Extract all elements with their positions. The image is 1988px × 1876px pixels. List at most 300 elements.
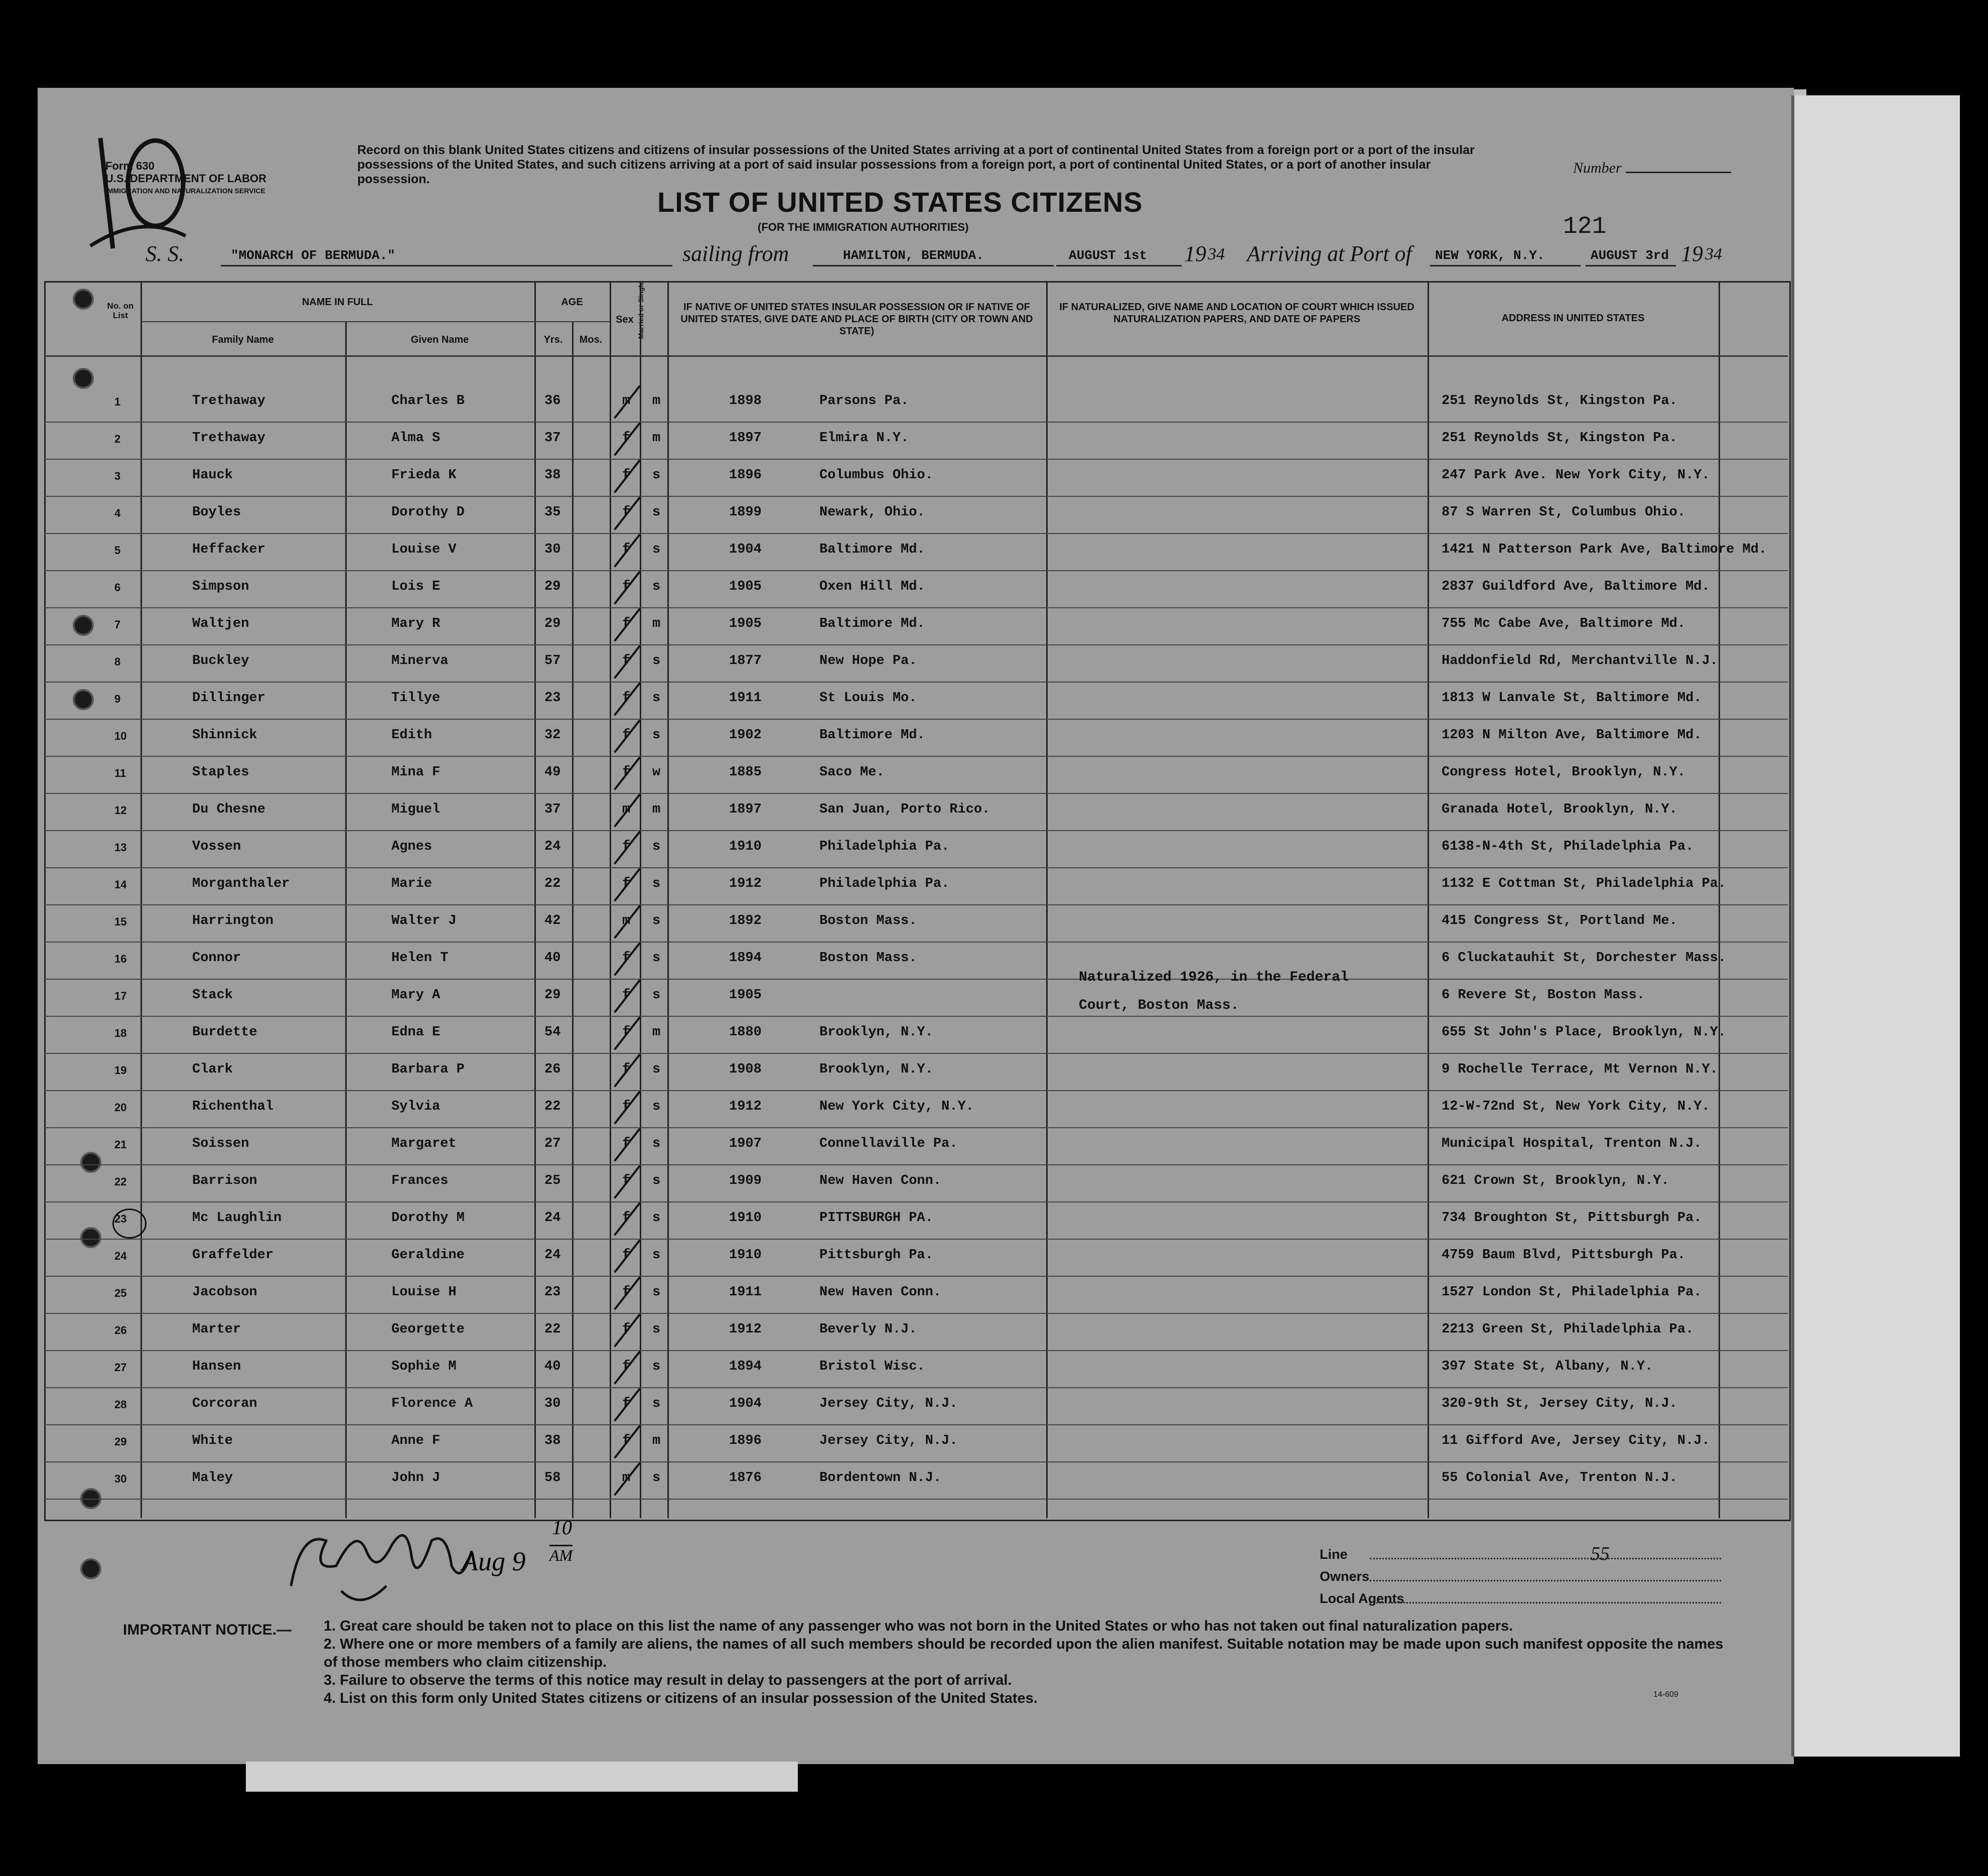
birth-year: 1897 <box>729 431 762 446</box>
marital-status: m <box>652 802 661 817</box>
departure-port: HAMILTON, BERMUDA. <box>843 248 984 263</box>
address: 9 Rochelle Terrace, Mt Vernon N.Y. <box>1442 1062 1718 1077</box>
row-number: 10 <box>114 730 127 742</box>
arrival-date: AUGUST 3rd <box>1591 248 1669 263</box>
row-number: 12 <box>114 804 127 817</box>
form-heading <box>105 160 266 197</box>
address: 1421 N Patterson Park Ave, Baltimore Md. <box>1442 542 1767 557</box>
given-name: Mary A <box>391 988 441 1003</box>
address: 397 State St, Albany, N.Y. <box>1442 1359 1653 1374</box>
table-row <box>44 1128 1788 1165</box>
birth-place: Baltimore Md. <box>819 728 925 743</box>
family-name: Burdette <box>192 1025 257 1040</box>
given-name: Agnes <box>391 839 433 854</box>
birth-year: 1912 <box>729 1322 762 1337</box>
table-row <box>44 720 1788 757</box>
row-number: 17 <box>114 990 127 1002</box>
age-years: 40 <box>544 1359 561 1374</box>
sex: f <box>622 653 631 668</box>
sex: m <box>622 913 631 928</box>
sex: f <box>622 468 631 483</box>
birth-year: 1896 <box>729 1433 762 1448</box>
row-number: 7 <box>114 618 121 631</box>
birth-year: 1894 <box>729 1359 762 1374</box>
birth-year: 1904 <box>729 1396 762 1411</box>
sex: f <box>622 542 631 557</box>
birth-place: Baltimore Md. <box>819 542 925 557</box>
binder-hole <box>80 1558 101 1579</box>
departure-date: AUGUST 1st <box>1069 248 1148 263</box>
birth-year: 1899 <box>729 505 762 520</box>
departure-year: 34 <box>1208 245 1225 263</box>
birth-place: Elmira N.Y. <box>819 431 909 446</box>
paper-tab <box>246 1762 798 1792</box>
naturalization-line-2: Court, Boston Mass. <box>1079 998 1239 1013</box>
row-number: 15 <box>114 915 127 928</box>
birth-place: New York City, N.Y. <box>819 1099 974 1114</box>
marital-status: s <box>652 1470 661 1486</box>
family-name: Maley <box>192 1470 233 1486</box>
age-years: 24 <box>544 839 561 854</box>
row-number: 24 <box>114 1250 127 1262</box>
given-name: John J <box>391 1470 441 1486</box>
birth-year: 1902 <box>729 728 762 743</box>
given-name: Frances <box>391 1173 449 1188</box>
table-row <box>44 794 1788 831</box>
service-name: IMMIGRATION AND NATURALIZATION SERVICE <box>105 187 265 195</box>
page-title: LIST OF UNITED STATES CITIZENS <box>657 186 1143 218</box>
row-number: 11 <box>114 767 126 779</box>
given-name: Marie <box>391 876 433 891</box>
birth-year: 1905 <box>729 988 762 1003</box>
given-name: Louise V <box>391 542 457 557</box>
row-number: 19 <box>114 1064 127 1077</box>
row-number: 1 <box>114 395 121 408</box>
row-number: 28 <box>114 1398 127 1411</box>
table-row <box>44 1462 1788 1500</box>
row-number: 26 <box>114 1324 127 1336</box>
birth-place: Boston Mass. <box>819 913 917 928</box>
birth-place: Jersey City, N.J. <box>819 1433 958 1448</box>
signature-time-top: 10 <box>552 1516 572 1539</box>
marital-status: s <box>652 876 661 891</box>
given-name: Dorothy M <box>391 1211 465 1226</box>
sex: f <box>622 765 631 780</box>
sex: m <box>622 393 631 409</box>
family-name: Du Chesne <box>192 802 265 817</box>
sex: f <box>622 1025 631 1040</box>
family-name: Staples <box>192 765 249 780</box>
header-family-name: Family Name <box>212 334 274 345</box>
family-name: Hansen <box>192 1359 241 1374</box>
family-name: White <box>192 1433 233 1448</box>
arrival-year-prefix: 19 <box>1681 241 1703 266</box>
record-instructions: Record on this blank United States citizens and citizens of insular possessions of the United States arriving at a port of continental United States from a foreign port or a port of the insular possessions of the United States, and such citizens arriving at a port of said insular possessions from a foreign port, a port of continental United States, or a port of another insular possession. <box>357 143 1475 186</box>
header-mos: Mos. <box>579 334 603 345</box>
family-name: Heffacker <box>192 542 265 557</box>
table-row <box>44 385 1788 423</box>
header-address: ADDRESS IN UNITED STATES <box>1501 313 1645 324</box>
given-name: Lois E <box>391 579 441 594</box>
age-years: 29 <box>544 579 561 594</box>
address: 4759 Baum Blvd, Pittsburgh Pa. <box>1442 1248 1686 1263</box>
age-years: 40 <box>544 951 561 966</box>
family-name: Marter <box>192 1322 241 1337</box>
table-row <box>44 868 1788 905</box>
birth-place: New Hope Pa. <box>819 653 917 668</box>
footer-fields <box>1320 1543 1610 1613</box>
naturalization-line-1: Naturalized 1926, in the Federal <box>1079 970 1349 985</box>
marital-status: s <box>652 1062 661 1077</box>
age-years: 35 <box>544 505 561 520</box>
ship-name: "MONARCH OF BERMUDA." <box>231 248 395 263</box>
family-name: Soissen <box>192 1136 249 1151</box>
birth-place: Boston Mass. <box>819 951 917 966</box>
birth-place: Philadelphia Pa. <box>819 876 950 891</box>
table-row <box>44 831 1788 868</box>
age-years: 36 <box>544 393 561 409</box>
address: 1132 E Cottman St, Philadelphia Pa. <box>1442 876 1727 891</box>
address: 55 Colonial Ave, Trenton N.J. <box>1442 1470 1677 1486</box>
birth-year: 1912 <box>729 876 762 891</box>
sex: f <box>622 876 631 891</box>
table-row <box>44 1202 1788 1240</box>
birth-place: Parsons Pa. <box>819 393 909 409</box>
sex: f <box>622 691 631 706</box>
birth-year: 1885 <box>729 765 762 780</box>
birth-year: 1911 <box>729 1285 762 1300</box>
family-name: Dillinger <box>192 691 265 706</box>
given-name: Edna E <box>391 1025 441 1040</box>
birth-place: Brooklyn, N.Y. <box>819 1062 933 1077</box>
given-name: Mina F <box>391 765 441 780</box>
birth-place: Jersey City, N.J. <box>819 1396 958 1411</box>
birth-place: Philadelphia Pa. <box>819 839 950 854</box>
row-number: 2 <box>114 433 121 445</box>
circled-row-number <box>112 1209 147 1239</box>
table-row <box>44 608 1788 645</box>
birth-place: Saco Me. <box>819 765 885 780</box>
row-number: 16 <box>114 953 127 965</box>
given-name: Sylvia <box>391 1099 441 1114</box>
age-years: 32 <box>544 728 561 743</box>
local-agents-label: Local Agents <box>1320 1591 1404 1606</box>
family-name: Boyles <box>192 505 241 520</box>
sex: f <box>622 728 631 743</box>
sex: f <box>622 1359 631 1374</box>
birth-year: 1907 <box>729 1136 762 1151</box>
marital-status: s <box>652 691 661 706</box>
row-number: 6 <box>114 581 121 594</box>
row-number: 22 <box>114 1175 127 1188</box>
departure-year-prefix: 19 <box>1184 241 1206 266</box>
age-years: 30 <box>544 1396 561 1411</box>
marital-status: s <box>652 913 661 928</box>
marital-status: s <box>652 1136 661 1151</box>
marital-status: s <box>652 468 661 483</box>
marital-status: s <box>652 1359 661 1374</box>
birth-year: 1911 <box>729 691 762 706</box>
owners-label: Owners <box>1320 1569 1370 1584</box>
age-years: 29 <box>544 988 561 1003</box>
number-label: Number <box>1573 160 1622 176</box>
line-value: 55 <box>1591 1543 1610 1564</box>
birth-place: PITTSBURGH PA. <box>819 1211 933 1226</box>
birth-year: 1896 <box>729 468 762 483</box>
row-number: 21 <box>114 1138 127 1151</box>
header-name-in-full: NAME IN FULL <box>302 297 373 308</box>
table-row <box>44 1091 1788 1128</box>
address: 415 Congress St, Portland Me. <box>1442 913 1677 928</box>
birth-year: 1910 <box>729 1248 762 1263</box>
age-years: 24 <box>544 1211 561 1226</box>
table-row <box>44 1240 1788 1277</box>
address: Granada Hotel, Brooklyn, N.Y. <box>1442 802 1677 817</box>
sex: f <box>622 1285 631 1300</box>
birth-place: Bristol Wisc. <box>819 1359 925 1374</box>
age-years: 22 <box>544 876 561 891</box>
row-number: 23 <box>114 1213 127 1225</box>
birth-year: 1910 <box>729 1211 762 1226</box>
birth-year: 1898 <box>729 393 762 409</box>
table-row <box>44 1054 1788 1091</box>
sex: f <box>622 839 631 854</box>
age-years: 57 <box>544 653 561 668</box>
birth-year: 1877 <box>729 653 762 668</box>
address: 320-9th St, Jersey City, N.J. <box>1442 1396 1677 1411</box>
address: 621 Crown St, Brooklyn, N.Y. <box>1442 1173 1669 1188</box>
age-years: 58 <box>544 1470 561 1486</box>
sex: f <box>622 1396 631 1411</box>
birth-place: St Louis Mo. <box>819 691 917 706</box>
header-birth: IF NATIVE OF UNITED STATES INSULAR POSSESSION OR IF NATIVE OF UNITED STATES, GIVE DATE AND PLACE OF BIRTH (CITY OR TOWN AND STATE) <box>680 302 1033 337</box>
signature-time-bottom: AM <box>549 1545 573 1565</box>
given-name: Minerva <box>391 653 449 668</box>
table-row <box>44 1277 1788 1314</box>
given-name: Helen T <box>391 951 449 966</box>
notice-item: 1. Great care should be taken not to place on this list the name of any passenger who was not born in the United States or who has not taken out final naturalization papers. <box>324 1618 1513 1634</box>
row-number: 18 <box>114 1027 127 1039</box>
table-row <box>44 757 1788 794</box>
row-number: 30 <box>114 1472 127 1485</box>
sex: f <box>622 1322 631 1337</box>
adjacent-page-edge <box>1791 95 1960 1757</box>
marital-status: s <box>652 728 661 743</box>
arrival-port: NEW YORK, N.Y. <box>1435 248 1545 263</box>
sex: f <box>622 1211 631 1226</box>
address: 655 St John's Place, Brooklyn, N.Y. <box>1442 1025 1727 1040</box>
sex: f <box>622 616 631 631</box>
birth-place: San Juan, Porto Rico. <box>819 802 990 817</box>
address: Municipal Hospital, Trenton N.J. <box>1442 1136 1702 1151</box>
address: 251 Reynolds St, Kingston Pa. <box>1442 431 1677 446</box>
row-number: 5 <box>114 544 121 557</box>
marital-status: s <box>652 951 661 966</box>
family-name: Hauck <box>192 468 233 483</box>
given-name: Dorothy D <box>391 505 465 520</box>
birth-year: 1912 <box>729 1099 762 1114</box>
table-row <box>44 943 1788 980</box>
marital-status: m <box>652 1025 661 1040</box>
sex: m <box>622 1470 631 1486</box>
given-name: Barbara P <box>391 1062 465 1077</box>
family-name: Corcoran <box>192 1396 257 1411</box>
voyage-line <box>146 241 1721 271</box>
table-row <box>44 1314 1788 1351</box>
header-naturalized: IF NATURALIZED, GIVE NAME AND LOCATION OF COURT WHICH ISSUED NATURALIZATION PAPERS, AND DATE OF PAPERS <box>1059 302 1414 325</box>
header-yrs: Yrs. <box>543 334 563 345</box>
table-row <box>44 1425 1788 1462</box>
birth-year: 1904 <box>729 542 762 557</box>
birth-year: 1876 <box>729 1470 762 1486</box>
address: 2837 Guildford Ave, Baltimore Md. <box>1442 579 1710 594</box>
given-name: Charles B <box>391 393 465 409</box>
marital-status: m <box>652 1433 661 1448</box>
family-name: Simpson <box>192 579 249 594</box>
age-years: 22 <box>544 1099 561 1114</box>
given-name: Mary R <box>391 616 441 631</box>
sex: f <box>622 1099 631 1114</box>
table-row <box>44 460 1788 497</box>
marital-status: s <box>652 1099 661 1114</box>
table-row <box>44 980 1788 1017</box>
birth-place: Oxen Hill Md. <box>819 579 925 594</box>
sex: f <box>622 1248 631 1263</box>
address: Haddonfield Rd, Merchantville N.J. <box>1442 653 1718 668</box>
given-name: Edith <box>391 728 433 743</box>
birth-year: 1894 <box>729 951 762 966</box>
family-name: Graffelder <box>192 1248 274 1263</box>
marital-status: m <box>652 431 661 446</box>
page-number: 121 <box>1563 213 1607 240</box>
family-name: Mc Laughlin <box>192 1211 282 1226</box>
address: Congress Hotel, Brooklyn, N.Y. <box>1442 765 1686 780</box>
family-name: Jacobson <box>192 1285 257 1300</box>
marital-status: s <box>652 653 661 668</box>
address: 1203 N Milton Ave, Baltimore Md. <box>1442 728 1702 743</box>
address: 2213 Green St, Philadelphia Pa. <box>1442 1322 1694 1337</box>
table-row <box>44 571 1788 608</box>
line-label: Line <box>1320 1547 1348 1562</box>
age-years: 25 <box>544 1173 561 1188</box>
family-name: Shinnick <box>192 728 257 743</box>
family-name: Connor <box>192 951 241 966</box>
given-name: Anne F <box>391 1433 441 1448</box>
header-age: AGE <box>561 297 583 308</box>
sex: m <box>622 802 631 817</box>
sex: f <box>622 1062 631 1077</box>
sex: f <box>622 1136 631 1151</box>
marital-status: s <box>652 1211 661 1226</box>
marital-status: w <box>652 765 661 780</box>
age-years: 49 <box>544 765 561 780</box>
row-number: 3 <box>114 470 121 482</box>
inspector-signature <box>281 1511 607 1611</box>
family-name: Barrison <box>192 1173 257 1188</box>
row-number: 25 <box>114 1287 127 1299</box>
age-years: 23 <box>544 691 561 706</box>
table-row <box>44 683 1788 720</box>
family-name: Morganthaler <box>192 876 290 891</box>
age-years: 27 <box>544 1136 561 1151</box>
ss-label: S. S. <box>146 241 184 266</box>
row-number: 14 <box>114 878 127 891</box>
birth-year: 1905 <box>729 616 762 631</box>
header-given-name: Given Name <box>410 334 469 345</box>
address: 1813 W Lanvale St, Baltimore Md. <box>1442 691 1702 706</box>
marital-status: s <box>652 839 661 854</box>
age-years: 42 <box>544 913 561 928</box>
age-years: 38 <box>544 1433 561 1448</box>
family-name: Trethaway <box>192 431 265 446</box>
marital-status: s <box>652 1173 661 1188</box>
age-years: 37 <box>544 431 561 446</box>
marital-status: s <box>652 1396 661 1411</box>
marital-status: s <box>652 579 661 594</box>
row-number: 4 <box>114 507 121 519</box>
sex: f <box>622 1433 631 1448</box>
notice-label: IMPORTANT NOTICE.— <box>123 1622 292 1638</box>
age-years: 38 <box>544 468 561 483</box>
given-name: Tillye <box>391 691 441 706</box>
family-name: Clark <box>192 1062 233 1077</box>
table-row <box>44 1388 1788 1425</box>
given-name: Georgette <box>391 1322 465 1337</box>
row-number: 20 <box>114 1101 127 1114</box>
header-no-on-list: No. on List <box>107 301 134 320</box>
birth-year: 1905 <box>729 579 762 594</box>
naturalization-note <box>1079 964 1349 1020</box>
family-name: Trethaway <box>192 393 265 409</box>
table-row <box>44 534 1788 571</box>
marital-status: m <box>652 616 661 631</box>
family-name: Waltjen <box>192 616 249 631</box>
address: 734 Broughton St, Pittsburgh Pa. <box>1442 1211 1702 1226</box>
sailing-label: sailing from <box>682 241 789 266</box>
row-number: 8 <box>114 655 121 668</box>
sex: f <box>622 505 631 520</box>
address: 6 Revere St, Boston Mass. <box>1442 988 1645 1003</box>
age-years: 23 <box>544 1285 561 1300</box>
birth-place: Columbus Ohio. <box>819 468 933 483</box>
number-field-line <box>1626 172 1731 173</box>
address: 11 Gifford Ave, Jersey City, N.J. <box>1442 1433 1710 1448</box>
marital-status: s <box>652 505 661 520</box>
address: 6 Cluckatauhit St, Dorchester Mass. <box>1442 951 1727 966</box>
birth-place: Pittsburgh Pa. <box>819 1248 933 1263</box>
age-years: 30 <box>544 542 561 557</box>
table-row <box>44 1165 1788 1202</box>
birth-year: 1880 <box>729 1025 762 1040</box>
family-name: Richenthal <box>192 1099 274 1114</box>
address: 247 Park Ave. New York City, N.Y. <box>1442 468 1710 483</box>
family-name: Buckley <box>192 653 249 668</box>
age-years: 22 <box>544 1322 561 1337</box>
age-years: 29 <box>544 616 561 631</box>
arriving-label: Arriving at Port of <box>1247 241 1412 266</box>
header-married-single: Married or Single <box>637 281 645 339</box>
birth-place: Connellaville Pa. <box>819 1136 958 1151</box>
address: 87 S Warren St, Columbus Ohio. <box>1442 505 1686 520</box>
given-name: Alma S <box>391 431 441 446</box>
table-row <box>44 497 1788 534</box>
given-name: Sophie M <box>391 1359 457 1374</box>
birth-year: 1909 <box>729 1173 762 1188</box>
header-sex: Sex <box>616 314 634 325</box>
address: 6138-N-4th St, Philadelphia Pa. <box>1442 839 1694 854</box>
marital-status: s <box>652 1322 661 1337</box>
given-name: Margaret <box>391 1136 457 1151</box>
